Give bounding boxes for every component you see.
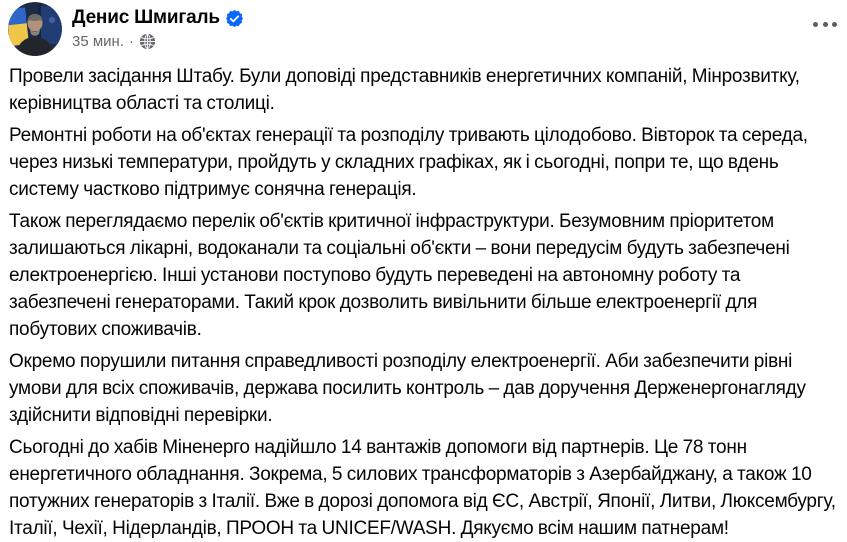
post-meta-row — [72, 32, 243, 51]
post-paragraph: Провели засідання Штабу. Були доповіді представників енергетичних компаній, Мінрозвитку, керівництва області та столиці. — [9, 66, 800, 114]
profile-avatar[interactable] — [8, 2, 62, 56]
post-paragraph: Окремо порушили питання справедливості розподілу електроенергії. Аби забезпечити рівні умови для всіх споживачів, держава посилить контроль – дав доручення Держенергонагляду здійснити відповідні перевірки. — [9, 351, 806, 426]
post-header-info — [72, 2, 243, 56]
post-header — [0, 0, 847, 56]
post-options-button[interactable] — [807, 14, 843, 35]
meta-separator: · — [129, 33, 134, 50]
post-paragraph: Також переглядаємо перелік об'єктів критичної інфраструктури. Безумовним пріоритетом залишаються лікарні, водоканали та соціальні об'єкти – вони передусім будуть забезпечені електроенергією. Інші установи поступово будуть переведені на автономну роботу та забезпечені генераторами. Такий крок дозволить вивільнити більше електроенергії для побутових споживачів. — [9, 211, 790, 340]
profile-name-row — [72, 6, 243, 30]
post-content — [0, 56, 847, 542]
profile-name-link[interactable]: Денис Шмигаль — [72, 7, 220, 28]
profile-avatar-photo — [8, 2, 62, 56]
ellipsis-icon — [813, 22, 837, 27]
verified-badge-icon — [226, 10, 243, 27]
post-timestamp[interactable]: 35 мин. — [72, 33, 124, 50]
post-paragraph: Ремонтні роботи на об'єктах генерації та розподілу тривають цілодобово. Вівторок та середа, через низькі температури, пройдуть у складних графіках, як і сьогодні, попри те, що вдень систему частково підтримує сонячна генерація. — [9, 125, 808, 200]
post-paragraph: Сьогодні до хабів Міненерго надійшло 14 вантажів допомоги від партнерів. Це 78 тонн енергетичного обладнання. Зокрема, 5 силових трансформаторів з Азербайджану, а також 10 потужних генераторів з Італії. Вже в дорозі допомога від ЄС, Австрії, Японії, Литви, Люксембургу, Італії, Чехії, Нідерландів, ПРООН та UNICEF/WASH. Дякуємо всім нашим патнерам! — [9, 437, 836, 539]
globe-public-icon — [139, 33, 156, 50]
